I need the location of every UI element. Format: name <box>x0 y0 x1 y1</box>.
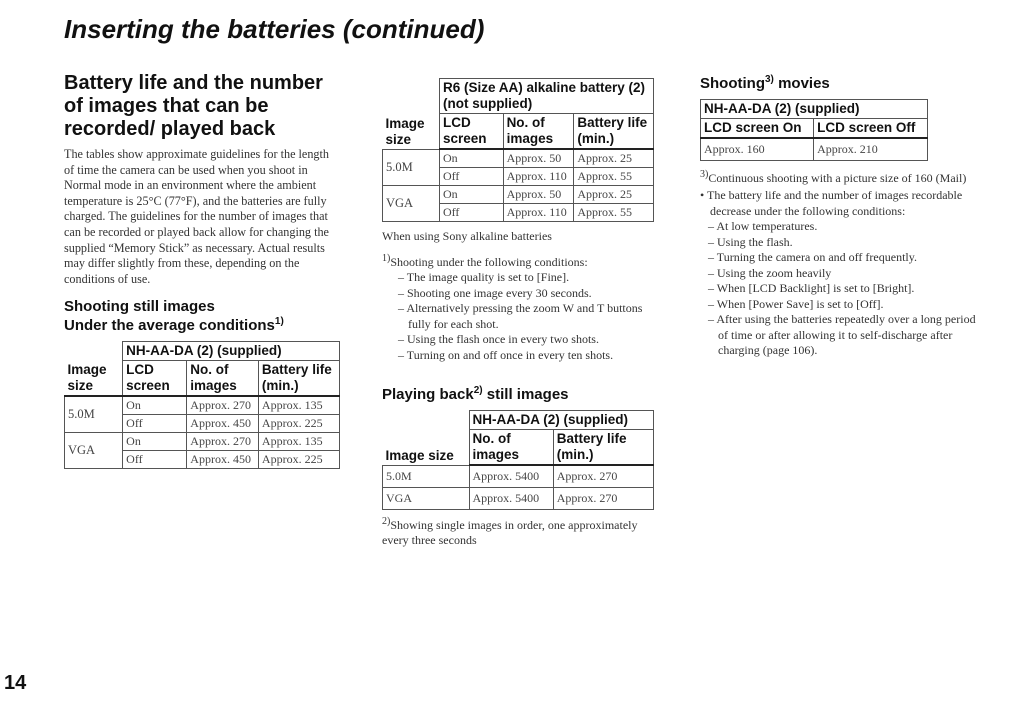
cell-life: Approx. 225 <box>258 451 339 469</box>
conditions-list <box>700 188 980 359</box>
section-heading-battery-life: Battery life and the number of images that can be recorded/ played back <box>64 72 323 140</box>
still-images-table-nh <box>64 341 340 469</box>
col-header-images: No. of images <box>187 361 259 397</box>
cell-life: Approx. 55 <box>574 168 654 186</box>
cell-lcd: On <box>439 186 503 204</box>
row-size: 5.0M <box>383 465 470 488</box>
footnote-ref-1: 1) <box>274 316 284 328</box>
footnote-1-text: Shooting under the following conditions: <box>390 255 588 269</box>
col-header-image-size: Image size <box>383 79 440 150</box>
footnote-1-list <box>382 270 654 363</box>
shooting-movies-heading <box>700 74 980 93</box>
list-item: – Turning the camera on and off frequently. <box>700 250 980 266</box>
list-item: – When [Power Save] is set to [Off]. <box>700 297 980 313</box>
list-item: – Turning on and off once in every ten shots. <box>398 348 654 364</box>
table-row <box>701 138 928 161</box>
table-row <box>65 396 340 415</box>
col-header-images: No. of images <box>503 114 574 150</box>
footnote-1-mark: 1) <box>382 253 391 264</box>
table-row <box>65 433 340 451</box>
row-size: 5.0M <box>383 149 440 186</box>
list-item: – Alternatively pressing the zoom W and T buttons fully for each shot. <box>398 301 654 332</box>
footnote-3 <box>700 171 980 186</box>
shooting-movies-text: Shooting <box>700 75 765 92</box>
cell-life: Approx. 270 <box>553 488 653 510</box>
intro-paragraph: The tables show approximate guidelines for the length of time the camera can be used when you shoot in Normal mode in an environment where the ambient temperature is 25°C (77°F), and the batteries are fully charged. The guidelines for the number of images that can be recorded or played back allow for changing the supplied “Memory Stick” as necessary. Actual results may differ slightly from these, depending on the conditions of use. <box>64 147 330 286</box>
list-item: – The image quality is set to [Fine]. <box>398 270 654 286</box>
list-item: – Shooting one image every 30 seconds. <box>398 286 654 302</box>
cell-life: Approx. 55 <box>574 204 654 222</box>
col-header-life: Battery life (min.) <box>574 114 654 150</box>
playing-back-heading <box>382 385 654 404</box>
page-number: 14 <box>4 672 27 694</box>
col-header-lcd-on: LCD screen On <box>701 119 814 139</box>
shooting-movies-tail: movies <box>778 75 830 92</box>
table-row <box>383 149 654 168</box>
movie-table <box>700 99 928 161</box>
list-item: • The battery life and the number of images recordable decrease under the following conditions: <box>700 188 980 219</box>
list-item: – Using the flash once in every two shots. <box>398 332 654 348</box>
col-header-lcd-off: LCD screen Off <box>814 119 928 139</box>
cell-images: Approx. 450 <box>187 451 259 469</box>
footnote-ref-3: 3) <box>764 74 774 85</box>
col-header-life: Battery life (min.) <box>258 361 339 397</box>
cell-images: Approx. 270 <box>187 396 259 415</box>
column-middle <box>382 78 654 548</box>
cell-lcd-on: Approx. 160 <box>701 138 814 161</box>
col-header-image-size: Image size <box>65 342 123 397</box>
footnote-2 <box>382 518 654 548</box>
cell-images: Approx. 450 <box>187 415 259 433</box>
battery-header: NH-AA-DA (2) (supplied) <box>469 411 654 430</box>
cell-lcd-off: Approx. 210 <box>814 138 928 161</box>
footnote-2-mark: 2) <box>382 516 391 527</box>
cell-life: Approx. 135 <box>258 396 339 415</box>
average-conditions-text: Under the average conditions <box>64 317 275 335</box>
still-images-table-alkaline <box>382 78 654 222</box>
playing-back-tail: still images <box>486 386 569 403</box>
list-item: – Using the flash. <box>700 235 980 251</box>
cell-images: Approx. 110 <box>503 168 574 186</box>
table-row <box>383 186 654 204</box>
cell-life: Approx. 270 <box>553 465 653 488</box>
cell-lcd: On <box>123 433 187 451</box>
cell-lcd: Off <box>439 168 503 186</box>
playing-back-text: Playing back <box>382 386 474 403</box>
cell-images: Approx. 50 <box>503 186 574 204</box>
list-item: – After using the batteries repeatedly over a long period of time or after allowing it to self-discharge after charging (page 106). <box>700 312 980 359</box>
footnote-ref-2: 2) <box>473 385 483 396</box>
battery-header: NH-AA-DA (2) (supplied) <box>701 100 928 119</box>
footnote-2-text: Showing single images in order, one approximately every three seconds <box>382 518 638 547</box>
col-header-image-size: Image size <box>383 411 470 466</box>
row-size: 5.0M <box>65 396 123 433</box>
cell-lcd: Off <box>123 415 187 433</box>
alkaline-note: When using Sony alkaline batteries <box>382 229 552 243</box>
cell-images: Approx. 110 <box>503 204 574 222</box>
cell-images: Approx. 5400 <box>469 488 553 510</box>
column-right <box>700 74 980 359</box>
row-size: VGA <box>383 186 440 222</box>
cell-life: Approx. 25 <box>574 186 654 204</box>
page-title: Inserting the batteries (continued) <box>64 14 485 44</box>
column-left <box>64 72 340 469</box>
cell-lcd: On <box>123 396 187 415</box>
battery-header: NH-AA-DA (2) (supplied) <box>123 342 340 361</box>
list-item: – Using the zoom heavily <box>700 266 980 282</box>
playback-table <box>382 410 654 510</box>
table-row <box>383 488 654 510</box>
list-item: – When [LCD Backlight] is set to [Bright]. <box>700 281 980 297</box>
col-header-lcd: LCD screen <box>439 114 503 150</box>
cell-life: Approx. 135 <box>258 433 339 451</box>
footnote-3-mark: 3) <box>700 169 709 180</box>
shooting-still-heading: Shooting still images <box>64 298 215 316</box>
cell-lcd: Off <box>123 451 187 469</box>
footnote-1 <box>382 255 654 270</box>
cell-images: Approx. 5400 <box>469 465 553 488</box>
average-conditions-heading <box>64 316 340 335</box>
cell-life: Approx. 225 <box>258 415 339 433</box>
table-row <box>383 465 654 488</box>
col-header-lcd: LCD screen <box>123 361 187 397</box>
cell-lcd: On <box>439 149 503 168</box>
cell-life: Approx. 25 <box>574 149 654 168</box>
row-size: VGA <box>383 488 470 510</box>
battery-header: R6 (Size AA) alkaline battery (2) (not supplied) <box>439 79 653 114</box>
cell-images: Approx. 270 <box>187 433 259 451</box>
col-header-life: Battery life (min.) <box>553 430 653 466</box>
footnote-3-text: Continuous shooting with a picture size of 160 (Mail) <box>708 171 967 185</box>
cell-lcd: Off <box>439 204 503 222</box>
list-item: – At low temperatures. <box>700 219 980 235</box>
row-size: VGA <box>65 433 123 469</box>
cell-images: Approx. 50 <box>503 149 574 168</box>
col-header-images: No. of images <box>469 430 553 466</box>
